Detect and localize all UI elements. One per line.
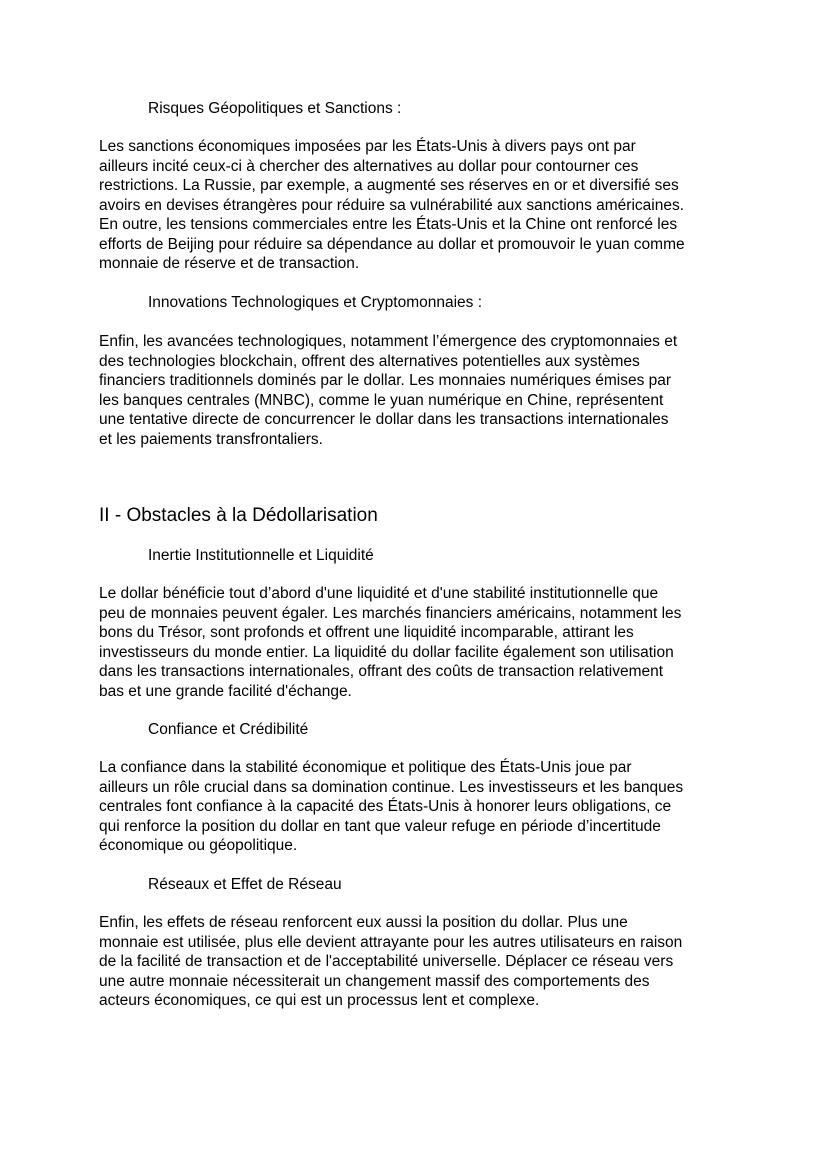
text-line: une autre monnaie nécessiterait un changement massif des comportements des <box>99 972 650 990</box>
text-line: monnaie de réserve et de transaction. <box>99 255 360 272</box>
text-line: centrales font confiance à la capacité des États-Unis à honorer leurs obligations, ce <box>99 798 672 815</box>
paragraph-liquidity <box>99 584 739 701</box>
text-line: investisseurs du monde entier. La liquidité du dollar facilite également son utilisation <box>99 643 674 661</box>
paragraph-crypto <box>99 332 739 449</box>
text-line: peu de monnaies peuvent égaler. Les marchés financiers américains, notamment les <box>99 604 682 622</box>
text-line: les banques centrales (MNBC), comme le yuan numérique en Chine, représentent <box>99 391 664 409</box>
text-line: des technologies blockchain, offrent des alternatives potentielles aux systèmes <box>99 352 640 370</box>
text-line: qui renforce la position du dollar en tant que valeur refuge en période d’incertitude <box>99 817 661 835</box>
text-line: En outre, les tensions commerciales entre les États-Unis et la Chine ont renforcé les <box>99 216 678 233</box>
text-line: Les sanctions économiques imposées par les États-Unis à divers pays ont par <box>99 138 636 155</box>
text-line: de la facilité de transaction et de l'acceptabilité universelle. Déplacer ce réseau vers <box>99 953 674 970</box>
subheading-network-effects: Réseaux et Effet de Réseau <box>148 876 342 893</box>
text-line: restrictions. La Russie, par exemple, a augmenté ses réserves en or et diversifié ses <box>99 177 679 194</box>
section-title: II - Obstacles à la Dédollarisation <box>99 505 378 526</box>
text-line: monnaie est utilisée, plus elle devient attrayante pour les autres utilisateurs en raison <box>99 933 683 951</box>
paragraph-sanctions <box>99 137 739 274</box>
text-line: financiers traditionnels dominés par le dollar. Les monnaies numériques émises par <box>99 372 672 389</box>
text-line: Enfin, les avancées technologiques, notamment l’émergence des cryptomonnaies et <box>99 333 678 350</box>
text-line: dans les transactions internationales, offrant des coûts de transaction relativement <box>99 663 664 680</box>
text-line: acteurs économiques, ce qui est un processus lent et complexe. <box>99 992 540 1009</box>
paragraph-trust <box>99 758 739 856</box>
subheading-geopolitical-risks: Risques Géopolitiques et Sanctions : <box>148 100 402 117</box>
text-line: une tentative directe de concurrencer le dollar dans les transactions internationales <box>99 411 669 428</box>
text-line: ailleurs un rôle crucial dans sa domination continue. Les investisseurs et les banques <box>99 778 684 796</box>
text-line: bas et une grande facilité d'échange. <box>99 682 352 700</box>
paragraph-network <box>99 913 739 1011</box>
text-line: avoirs en devises étrangères pour réduire sa vulnérabilité aux sanctions américaines. <box>99 196 685 214</box>
text-line: bons du Trésor, sont profonds et offrent une liquidité incomparable, attirant les <box>99 624 634 641</box>
subheading-institutional-inertia: Inertie Institutionnelle et Liquidité <box>148 547 374 564</box>
text-line: ailleurs incité ceux-ci à chercher des alternatives au dollar pour contourner ces <box>99 157 639 175</box>
text-line: Enfin, les effets de réseau renforcent eux aussi la position du dollar. Plus une <box>99 914 628 931</box>
subheading-trust-credibility: Confiance et Crédibilité <box>148 721 309 738</box>
text-line: économique ou géopolitique. <box>99 837 298 854</box>
text-line: Le dollar bénéficie tout d’abord d'une liquidité et d'une stabilité institutionnelle que <box>99 585 659 602</box>
text-line: et les paiements transfrontaliers. <box>99 430 323 448</box>
text-line: La confiance dans la stabilité économique et politique des États-Unis joue par <box>99 759 632 776</box>
subheading-tech-innovations: Innovations Technologiques et Cryptomonnaies : <box>148 294 483 311</box>
text-line: efforts de Beijing pour réduire sa dépendance au dollar et promouvoir le yuan comme <box>99 235 685 253</box>
